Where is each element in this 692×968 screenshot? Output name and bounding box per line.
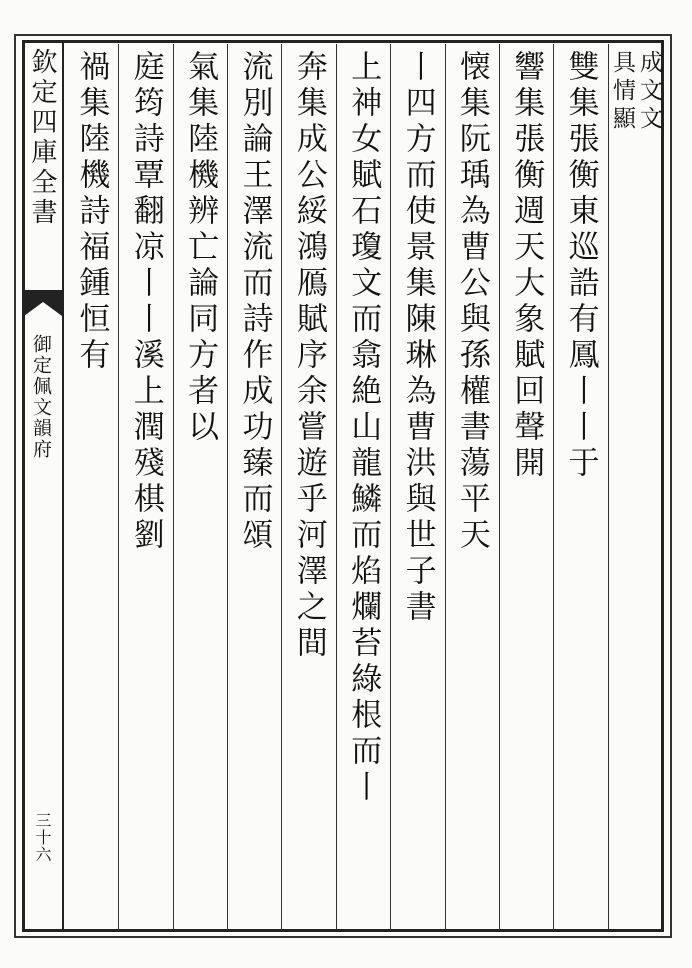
text-columns <box>64 44 662 930</box>
text-line: 懐集阮瑀為曹公與孫權書蕩平天 <box>453 50 490 554</box>
text-line: 成文文 <box>636 50 662 134</box>
text-line: 具情顯 <box>609 50 635 134</box>
text-line: 禍集陸機詩福鍾恒有 <box>73 50 110 374</box>
text-column <box>336 44 390 930</box>
text-column <box>281 44 335 930</box>
text-column <box>608 44 662 930</box>
book-title: 御定佩文韻府 <box>30 334 52 460</box>
text-column <box>445 44 499 930</box>
text-line: 流別論王澤流而詩作成功臻而頌 <box>236 50 273 554</box>
text-line: 雙集張衡東巡誥有鳳丨丨于 <box>562 50 599 482</box>
text-line: 上神女賦石瓊文而翕絶山龍鱗而焰爛苔綠根而丨 <box>345 50 382 806</box>
text-line: 丨四方而使景集陳琳為曹洪與世子書 <box>399 50 436 626</box>
page-number: 三十六 <box>33 812 52 863</box>
text-column <box>227 44 281 930</box>
library-title: 欽定四庫全書 <box>27 48 57 228</box>
text-line: 奔集成公綏鴻鴈賦序余嘗遊乎河澤之間 <box>290 50 327 662</box>
text-column <box>553 44 607 930</box>
text-line: 響集張衡週天大象賦回聲開 <box>508 50 545 482</box>
text-column <box>499 44 553 930</box>
text-column <box>390 44 444 930</box>
text-column <box>64 44 118 930</box>
fishtail-mark-icon <box>24 288 62 318</box>
text-line: 庭筠詩覃翻凉丨丨溪上潤殘棋劉 <box>127 50 164 554</box>
text-column <box>118 44 172 930</box>
text-line: 氣集陸機辨亡論同方者以 <box>182 50 219 446</box>
text-column <box>173 44 227 930</box>
